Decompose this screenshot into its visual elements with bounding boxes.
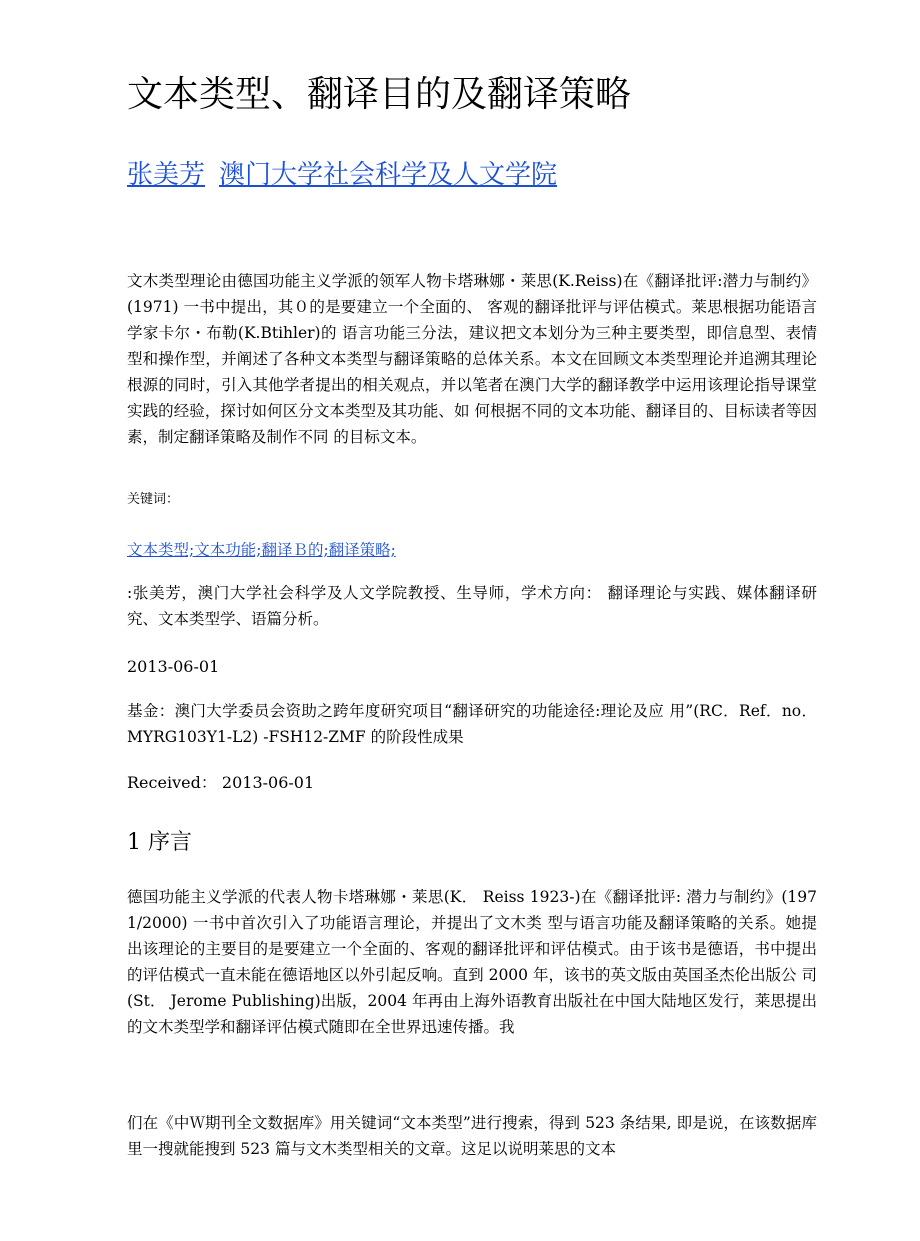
- body-paragraph: 德国功能主义学派的代表人物卡塔琳娜・莱思(K． Reiss 1923-)在《翻译批评: 潜力与制约》(1971/2000) 一书中首次引入了功能语言理论，并提出了文木类 型与语言功能及翻译策略的关系。她提出该理论的主要目的是要建立一个全面的、客观的翻译批评和评估模式。由于该书是德语，书中提出的评估模式一直未能在德语地区以外引起反响。直到 2000 年，该书的英文版由英国圣杰伦出版公 司(St． Jerome Publishing)出版，2004 年再由上海外语教育出版社在中国大陆地区发行，莱思提出的文木类型学和翻译评估模式随即在全世界迅速传播。我: [127, 888, 817, 1036]
- section-heading-introduction: 1 序言: [127, 830, 192, 855]
- body-paragraph: 们在《中Ｗ期刊全文数据库》用关键词“文本类型”进行搜索，得到 523 条结果, 即是说，在该数据库里一搜就能搜到 523 篇与文木类型相关的文章。这足以说明莱思的文本: [127, 1114, 817, 1158]
- publish-date: 2013-06-01: [127, 657, 220, 676]
- fund-info: 基金：澳门大学委员会资助之跨年度研究项目“翻译研究的功能途径:理论及应 用”(RC．Ref．no．MYRG103Y1-L2) -FSH12-ZMF 的阶段性成果: [127, 702, 817, 746]
- keywords-label: 关键词：: [127, 492, 180, 507]
- keywords-line: [127, 537, 396, 563]
- received-date: Received： 2013-06-01: [127, 773, 315, 792]
- abstract-paragraph: 文木类型理论由德国功能主义学派的领军人物卡塔琳娜・莱思(K.Reiss)在《翻译批评:潜力与制约》(1971) 一书中提出，其０的是要建立一个全面的、 客观的翻译批评与评估模式。莱思根据功能语言学家卡尔・布勒(K.Btihler)的 语言功能三分法，建议把文本划分为三种主要类型，即信息型、表情型和操作型，并阐述了各种文本类型与翻译策略的总体关系。本文在回顾文本类型理论并追溯其理论根源的同时，引入其他学者提出的相关观点，并以笔者在澳门大学的翻译教学中运用该理论指导课堂实践的经验，探讨如何区分文本类型及其功能、如 何根据不同的文本功能、翻译目的、目标读者等因素，制定翻译策略及制作不同 的目标文本。: [127, 272, 817, 446]
- author-bio: :张美芳，澳门大学社会科学及人文学院教授、生导师，学术方向： 翻译理论与实践、媒体翻译研究、文本类型学、语篇分析。: [127, 584, 817, 628]
- affiliation-link[interactable]: 澳门大学社会科学及人文学院: [219, 160, 558, 190]
- document-title: 文本类型、翻译目的及翻译策略: [127, 74, 632, 115]
- author-line: [127, 155, 887, 195]
- keywords-link[interactable]: 文本类型;文本功能;翻译Ｂ的;翻译策略;: [127, 541, 396, 559]
- author-name-link[interactable]: 张美芳: [127, 160, 206, 190]
